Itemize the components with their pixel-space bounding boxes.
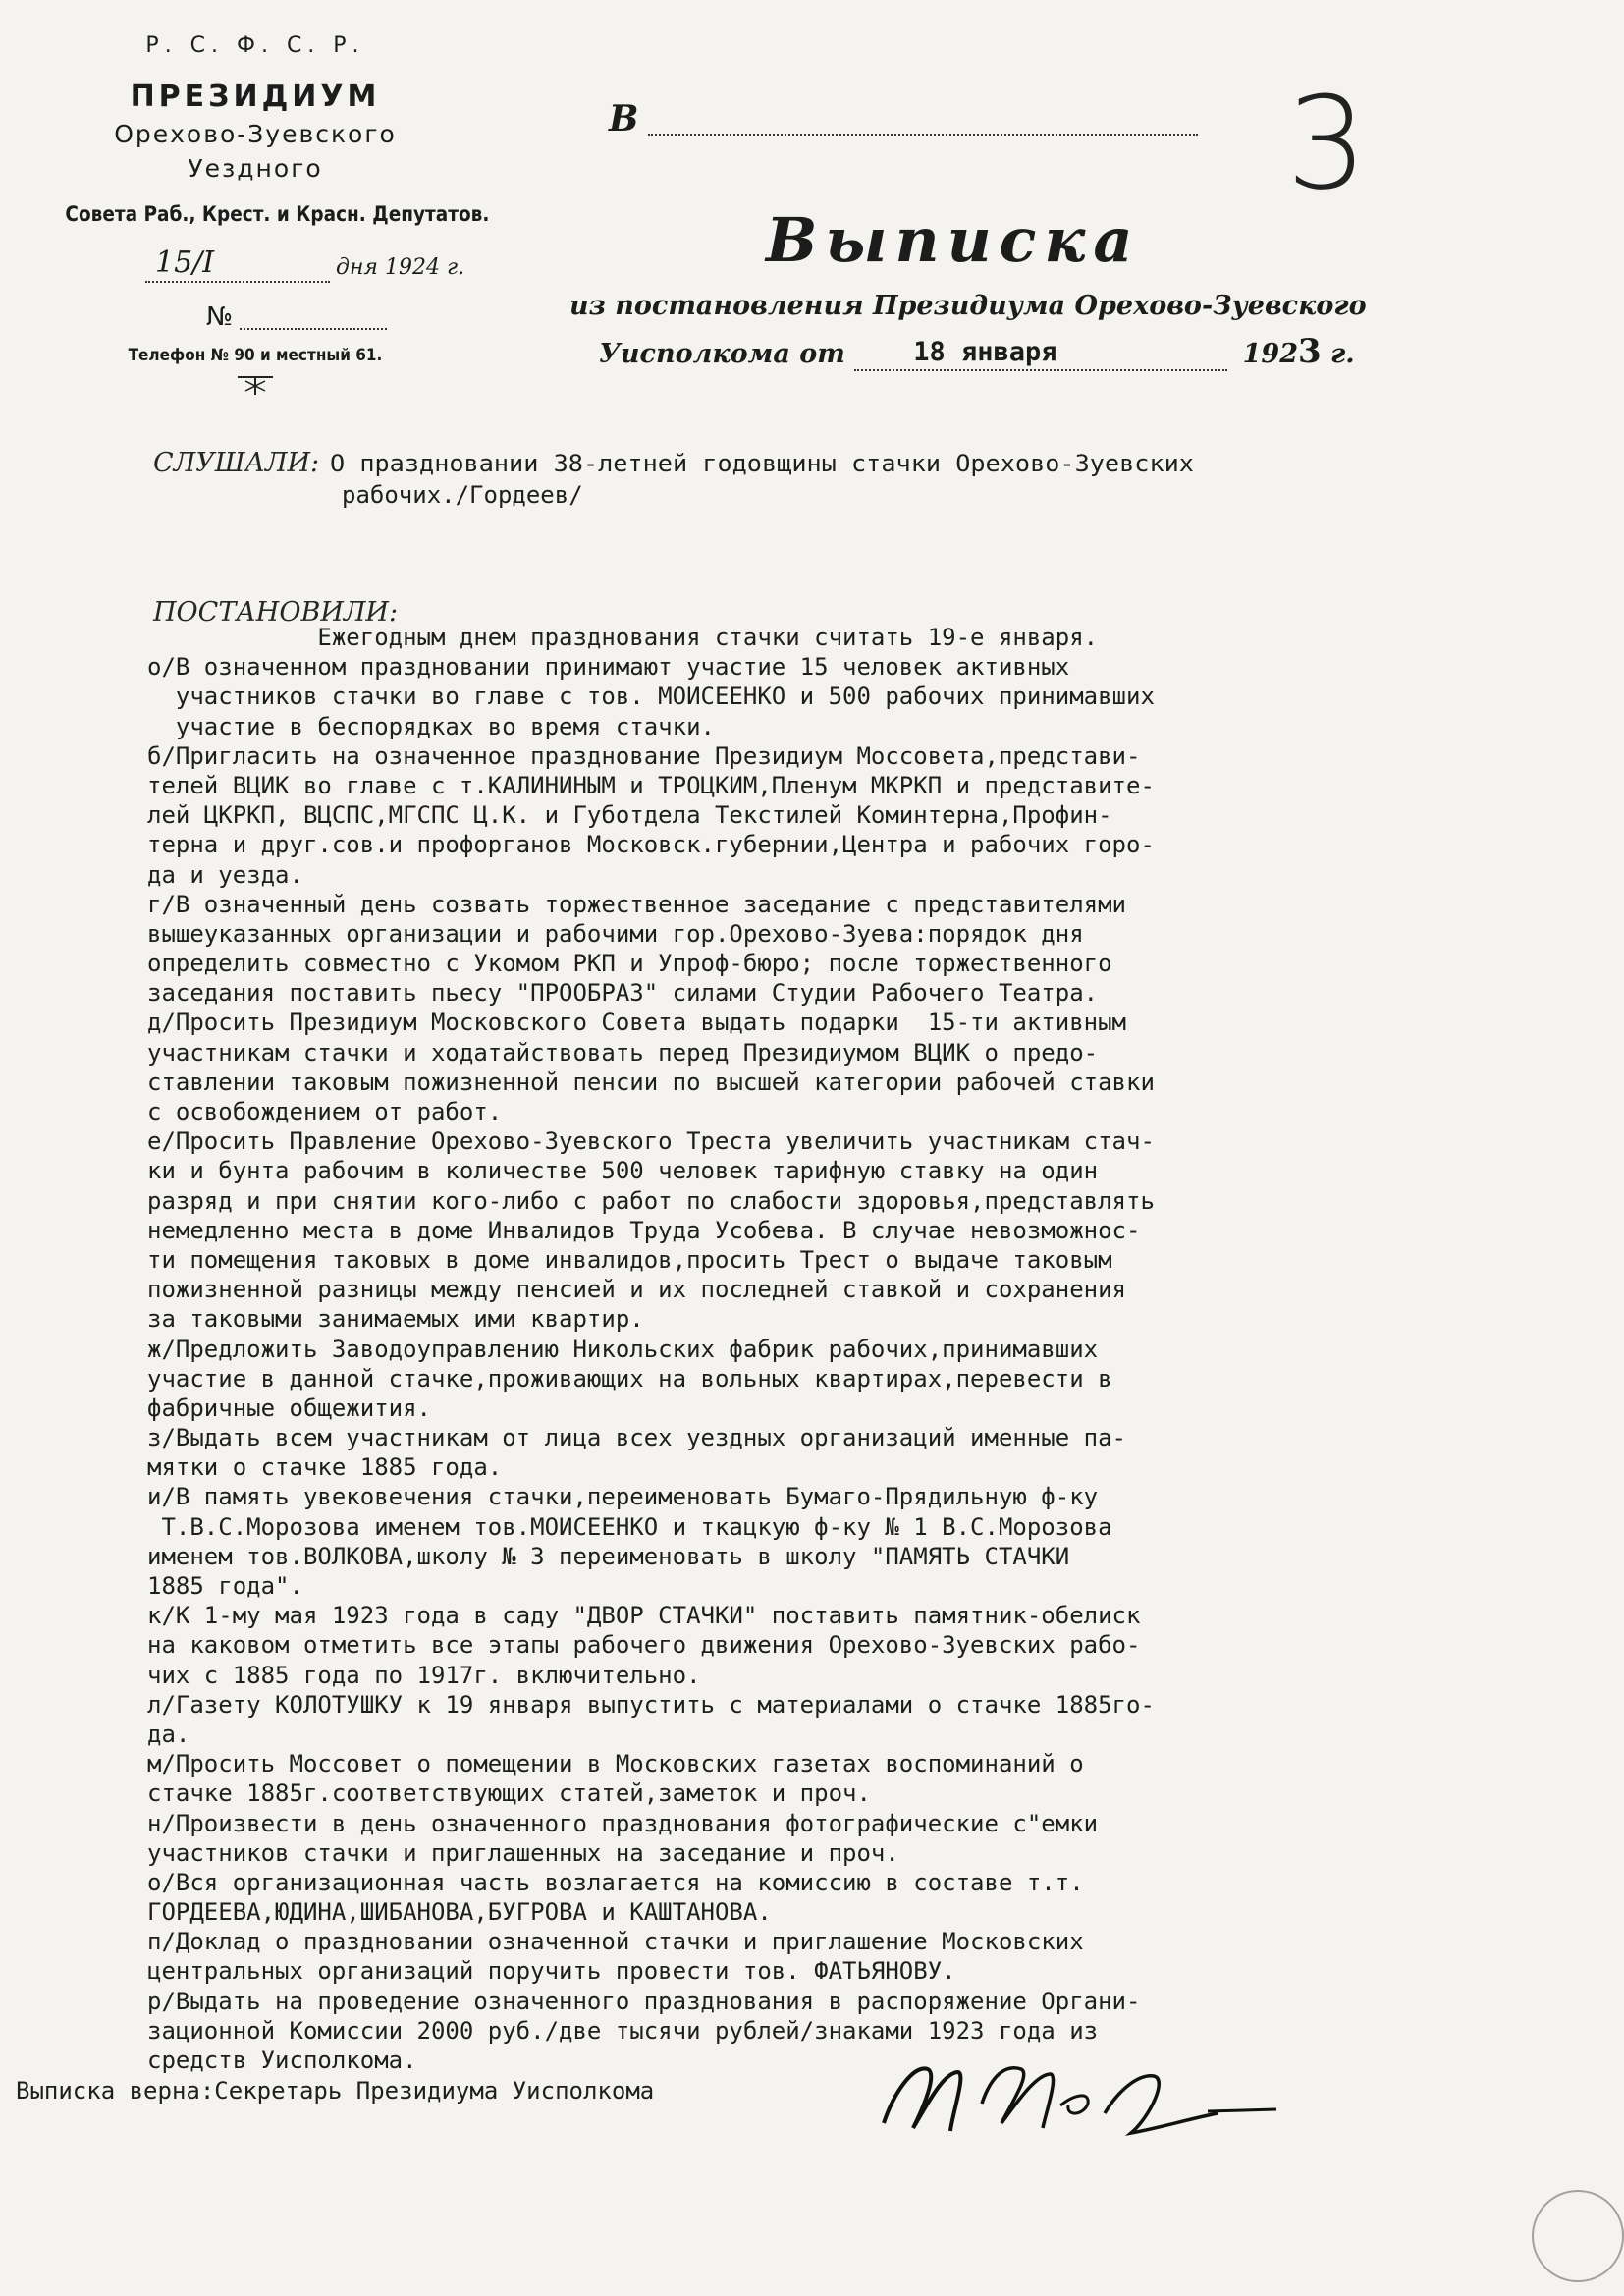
resolution-line xyxy=(147,1661,1483,1690)
letterhead-presidium: ПРЕЗИДИУМ xyxy=(130,80,381,114)
resolution-line-text: м/Просить Моссовет о помещении в Московских газетах воспоминаний о xyxy=(147,1750,1084,1778)
document-title: Выписка xyxy=(766,204,1141,276)
resolution-line xyxy=(147,1038,1483,1067)
subtitle-date: 18 января xyxy=(913,337,1057,367)
subtitle-year-prefix: 192 xyxy=(1242,339,1298,369)
resolution-line-text: средств Уисполкома. xyxy=(147,2047,417,2074)
slushali-label: СЛУШАЛИ: xyxy=(153,448,320,478)
handwritten-date: 15/I xyxy=(155,246,215,280)
resolution-line-text: г/В означенный день созвать торжественное заседание с представителями xyxy=(147,890,1126,918)
handwritten-signature xyxy=(874,2035,1286,2153)
faded-stamp xyxy=(1532,2190,1624,2282)
letterhead-line1: Орехово-Зуевского xyxy=(114,120,397,148)
date-underline xyxy=(145,281,330,283)
resolution-line xyxy=(147,1512,1483,1542)
number-underline xyxy=(240,328,387,330)
resolution-line-text: Ежегодным днем празднования стачки считать 19-е января. xyxy=(147,624,1099,651)
resolution-line xyxy=(147,1423,1483,1452)
resolution-line xyxy=(147,1601,1483,1630)
resolution-line-text: о/В означенном праздновании принимают участие 15 человек активных xyxy=(147,653,1070,682)
resolution-line-text: заседания поставить пьесу "ПРООБРАЗ" силами Студии Рабочего Театра. xyxy=(147,979,1099,1008)
resolution-line-text: вышеуказанных организации и рабочими гор.Орехово-Зуева:порядок дня xyxy=(147,919,1084,948)
resolution-line xyxy=(147,890,1483,919)
resolution-line-text: ки и бунта рабочим в количестве 500 человек тарифную ставку на один xyxy=(147,1157,1099,1185)
resolution-line xyxy=(147,1364,1483,1394)
resolution-line xyxy=(147,1838,1483,1868)
resolution-line-text: п/Доклад о праздновании означенной стачки и приглашение Московских xyxy=(147,1928,1084,1956)
resolution-line xyxy=(147,1868,1483,1897)
subtitle-year-hand: 3 xyxy=(1298,332,1322,371)
resolution-line xyxy=(147,1126,1483,1156)
handwritten-page-number: 3 xyxy=(1286,69,1368,218)
resolution-line xyxy=(147,741,1483,771)
resolution-line xyxy=(147,1275,1483,1304)
resolution-line-text: именем тов.ВОЛКОВА,школу № 3 переименовать в школу "ПАМЯТЬ СТАЧКИ xyxy=(147,1542,1070,1570)
resolution-line xyxy=(147,1008,1483,1037)
resolution-line-text: лей ЦКРКП, ВЦСПС,МГСПС Ц.К. и Губотдела Текстилей Коминтерна,Профин- xyxy=(147,801,1112,830)
resolution-line-text: к/К 1-му мая 1923 года в саду "ДВОР СТАЧКИ" поставить памятник-обелиск xyxy=(147,1602,1141,1630)
resolution-line-text: зационной Комиссии 2000 руб./две тысячи рублей/знаками 1923 года из xyxy=(147,2016,1099,2045)
resolution-line xyxy=(147,978,1483,1008)
letterhead-phone: Телефон № 90 и местный 61. xyxy=(128,346,383,365)
addressee-prefix: В xyxy=(609,98,639,139)
resolution-line-text: терна и друг.сов.и профорганов Московск.губернии,Центра и рабочих горо- xyxy=(147,831,1155,859)
resolution-line xyxy=(147,1690,1483,1720)
resolution-line xyxy=(147,682,1483,711)
resolution-line xyxy=(147,1630,1483,1660)
resolution-line xyxy=(147,1482,1483,1511)
slushali-text-line2: рабочих./Гордеев/ xyxy=(342,481,583,509)
resolution-line xyxy=(147,1897,1483,1927)
resolution-line-text: р/Выдать на проведение означенного празднования в распоряжение Органи- xyxy=(147,1987,1141,2015)
resolution-line xyxy=(147,712,1483,741)
slushali-text-line1: О праздновании 38-летней годовщины стачки Орехово-Зуевских xyxy=(330,450,1194,477)
letterhead-date xyxy=(39,246,471,293)
resolution-line xyxy=(147,1156,1483,1185)
number-symbol: № xyxy=(206,302,234,332)
subtitle-date-field xyxy=(854,337,1227,371)
subtitle-year-suffix: г. xyxy=(1321,339,1355,369)
subtitle-line1: из постановления Президиума Орехово-Зуевского xyxy=(569,291,1367,321)
resolution-line-text: ти помещения таковых в доме инвалидов,просить Трест о выдаче таковым xyxy=(147,1245,1112,1274)
resolution-line xyxy=(147,1245,1483,1275)
resolution-line-text: на каковом отметить все этапы рабочего движения Орехово-Зуевских рабо- xyxy=(147,1631,1141,1660)
resolution-line xyxy=(147,860,1483,890)
resolution-line-text: за таковыми занимаемых ими квартир. xyxy=(147,1305,644,1334)
resolution-line-text: участие в данной стачке,проживающих на вольных квартирах,перевести в xyxy=(147,1364,1112,1393)
ornament-icon xyxy=(39,371,471,404)
letterhead-number xyxy=(39,302,471,336)
subtitle-prefix: Уисполкома от xyxy=(599,339,845,369)
certification-line: Выписка верна:Секретарь Президиума Уисполкома xyxy=(16,2077,655,2105)
resolution-body xyxy=(147,623,1483,2075)
resolution-line-text: центральных организаций поручить провести тов. ФАТЬЯНОВУ. xyxy=(147,1957,956,1986)
resolution-line-text: немедленно места в доме Инвалидов Труда Усобева. В случае невозможнос- xyxy=(147,1216,1141,1244)
resolution-line xyxy=(147,1067,1483,1097)
letterhead-rsfsr: Р. С. Ф. С. Р. xyxy=(145,33,365,58)
resolution-line xyxy=(147,1720,1483,1749)
resolution-line-text: участие в беспорядках во время стачки. xyxy=(147,712,715,740)
letterhead-line2: Уездного xyxy=(188,154,323,183)
resolution-line xyxy=(147,1778,1483,1808)
resolution-line-text: Т.В.С.Морозова именем тов.МОИСЕЕНКО и ткацкую ф-ку № 1 В.С.Морозова xyxy=(147,1512,1112,1541)
resolution-line-text: мятки о стачке 1885 года. xyxy=(147,1453,503,1482)
resolution-line-text: б/Пригласить на означенное празднование Президиум Моссовета,представи- xyxy=(147,741,1141,770)
resolution-line xyxy=(147,1304,1483,1334)
resolution-line-text: з/Выдать всем участникам от лица всех уездных организаций именные па- xyxy=(147,1424,1126,1452)
resolution-line-text: ставлении таковым пожизненной пенсии по высшей категории рабочей ставки xyxy=(147,1067,1155,1096)
resolution-line xyxy=(147,1394,1483,1423)
resolution-line-text: и/В память увековечения стачки,переименовать Бумаго-Прядильную ф-ку xyxy=(147,1483,1099,1511)
resolution-line-text: ГОРДЕЕВА,ЮДИНА,ШИБАНОВА,БУГРОВА и КАШТАНОВА. xyxy=(147,1898,772,1927)
resolution-line xyxy=(147,652,1483,682)
resolution-line-text: н/Произвести в день означенного празднования фотографические с"емки xyxy=(147,1809,1099,1837)
resolution-line xyxy=(147,919,1483,949)
resolution-line xyxy=(147,1216,1483,1245)
resolution-line-text: д/Просить Президиум Московского Совета выдать подарки 15-ти активным xyxy=(147,1009,1126,1037)
subtitle-line2 xyxy=(599,332,1355,371)
resolution-line-text: 1885 года". xyxy=(147,1572,303,1600)
letterhead xyxy=(39,29,490,404)
addressee-line xyxy=(648,134,1198,136)
resolution-line xyxy=(147,1927,1483,1956)
letterhead-soviet: Совета Раб., Крест. и Красн. Депутатов. xyxy=(65,202,490,226)
resolution-line-text: участников стачки во главе с тов. МОИСЕЕНКО и 500 рабочих принимавших xyxy=(147,683,1155,711)
resolution-line-text: да. xyxy=(147,1720,190,1748)
resolution-line-text: да и уезда. xyxy=(147,860,303,889)
resolution-line-text: фабричные общежития. xyxy=(147,1394,431,1422)
resolution-line-text: участникам стачки и ходатайствовать перед Президиумом ВЦИК о предо- xyxy=(147,1038,1099,1066)
resolution-line xyxy=(147,800,1483,830)
resolution-line-text: е/Просить Правление Орехово-Зуевского Треста увеличить участникам стач- xyxy=(147,1127,1155,1156)
postanovili-label: ПОСТАНОВИЛИ: xyxy=(153,597,399,628)
resolution-line xyxy=(147,1809,1483,1838)
resolution-line-text: л/Газету КОЛОТУШКУ к 19 января выпустить с материалами о стачке 1885го- xyxy=(147,1690,1155,1719)
resolution-line xyxy=(147,1335,1483,1364)
resolution-line xyxy=(147,1987,1483,2016)
resolution-line-text: чих с 1885 года по 1917г. включительно. xyxy=(147,1661,701,1689)
resolution-line-text: с освобождением от работ. xyxy=(147,1098,503,1125)
resolution-line xyxy=(147,949,1483,978)
resolution-line xyxy=(147,830,1483,859)
resolution-line-text: телей ВЦИК во главе с т.КАЛИНИНЫМ и ТРОЦКИМ,Пленум МКРКП и представите- xyxy=(147,771,1155,799)
resolution-line xyxy=(147,1542,1483,1571)
resolution-line-text: стачке 1885г.соответствующих статей,заметок и проч. xyxy=(147,1779,871,1808)
resolution-line-text: разряд и при снятии кого-либо с работ по слабости здоровья,представлять xyxy=(147,1186,1155,1215)
date-suffix: дня 1924 г. xyxy=(336,255,465,280)
resolution-line-text: пожизненной разницы между пенсией и их последней ставкой и сохранения xyxy=(147,1276,1126,1304)
resolution-line xyxy=(147,623,1483,652)
resolution-line-text: о/Вся организационная часть возлагается на комиссию в составе т.т. xyxy=(147,1868,1084,1896)
resolution-line xyxy=(147,771,1483,800)
resolution-line xyxy=(147,1452,1483,1482)
resolution-line-text: ж/Предложить Заводоуправлению Никольских фабрик рабочих,принимавших xyxy=(147,1335,1099,1363)
resolution-line xyxy=(147,1571,1483,1601)
resolution-line xyxy=(147,1749,1483,1778)
resolution-line-text: участников стачки и приглашенных на заседание и проч. xyxy=(147,1838,899,1867)
resolution-line xyxy=(147,1956,1483,1986)
resolution-line xyxy=(147,1097,1483,1126)
resolution-line xyxy=(147,1186,1483,1216)
resolution-line-text: определить совместно с Укомом РКП и Упроф-бюро; после торжественного xyxy=(147,950,1112,978)
